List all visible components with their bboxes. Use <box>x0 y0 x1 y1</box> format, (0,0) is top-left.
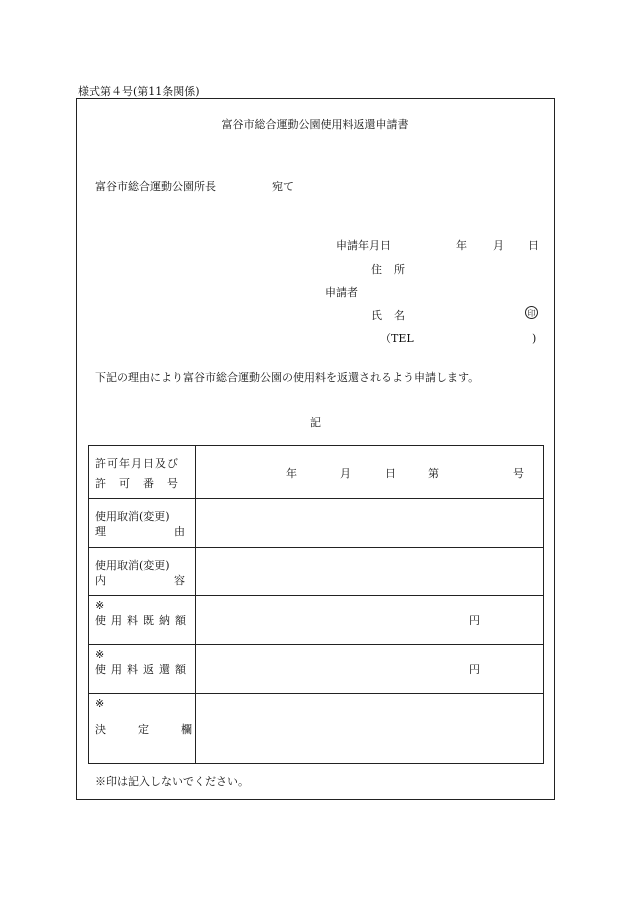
permit-day: 日 <box>385 467 396 480</box>
refund-fee-label: 使用料返還額 <box>95 663 191 676</box>
paid-fee-value-cell[interactable] <box>196 596 544 645</box>
permit-go: 号 <box>513 467 524 480</box>
addressee: 富谷市総合運動公園所長 <box>95 180 216 193</box>
permit-month: 月 <box>340 467 351 480</box>
cancel-content-label-line1: 使用取消(変更) <box>95 559 170 572</box>
permit-year: 年 <box>286 467 297 480</box>
permit-dai: 第 <box>428 467 439 480</box>
application-date-day: 日 <box>528 239 539 252</box>
form-number-label: 様式第４号(第11条関係) <box>78 85 200 98</box>
details-table <box>88 445 544 764</box>
request-statement: 下記の理由により富谷市総合運動公園の使用料を返還されるよう申請します。 <box>95 371 480 384</box>
permit-label-line1: 許可年月日及び <box>95 457 179 470</box>
application-date-month: 月 <box>493 239 504 252</box>
table-row-paid-fee <box>89 596 544 645</box>
address-label: 住所 <box>371 263 417 276</box>
paid-fee-label: 使用料既納額 <box>95 614 191 627</box>
table-row-cancel-reason <box>89 499 544 548</box>
addressee-suffix: 宛て <box>272 180 294 193</box>
cancel-reason-label-line2: 理由 <box>95 525 253 538</box>
cancel-content-label-cell <box>89 548 253 596</box>
decision-label: 決定欄 <box>95 723 224 736</box>
document-title: 富谷市総合運動公園使用料返還申請書 <box>221 118 409 131</box>
cancel-reason-value-cell[interactable] <box>196 499 544 548</box>
decision-note-mark: ※ <box>95 697 105 710</box>
cancel-reason-label-line1: 使用取消(変更) <box>95 510 170 523</box>
decision-label-cell <box>89 694 224 764</box>
cancel-reason-label-cell <box>89 499 253 548</box>
table-row-refund-fee <box>89 645 544 694</box>
seal-icon: 印 <box>525 306 538 319</box>
refund-fee-label-cell <box>89 645 196 694</box>
permit-label-cell <box>89 446 196 499</box>
applicant-label: 申請者 <box>325 286 358 299</box>
paid-fee-unit: 円 <box>469 614 480 627</box>
tel-label: （TEL <box>380 332 414 345</box>
ki-heading: 記 <box>310 416 321 429</box>
refund-fee-note-mark: ※ <box>95 648 105 661</box>
table-row-cancel-content <box>89 548 544 596</box>
application-date-year: 年 <box>456 239 467 252</box>
name-label: 氏名 <box>371 309 417 322</box>
cancel-content-value-cell[interactable] <box>196 548 544 596</box>
refund-fee-value-cell[interactable] <box>196 645 544 694</box>
footnote: ※印は記入しないでください。 <box>95 775 249 788</box>
permit-label-line2: 許可番号 <box>95 477 191 490</box>
application-date-label: 申請年月日 <box>336 239 391 252</box>
paid-fee-note-mark: ※ <box>95 599 105 612</box>
decision-value-cell[interactable] <box>196 694 544 764</box>
table-row-decision <box>89 694 544 764</box>
cancel-content-label-line2: 内容 <box>95 574 253 587</box>
paid-fee-label-cell <box>89 596 196 645</box>
table-row-permit <box>89 446 544 499</box>
permit-value-cell[interactable] <box>196 446 544 499</box>
tel-close-paren: ) <box>532 332 537 345</box>
refund-fee-unit: 円 <box>469 663 480 676</box>
